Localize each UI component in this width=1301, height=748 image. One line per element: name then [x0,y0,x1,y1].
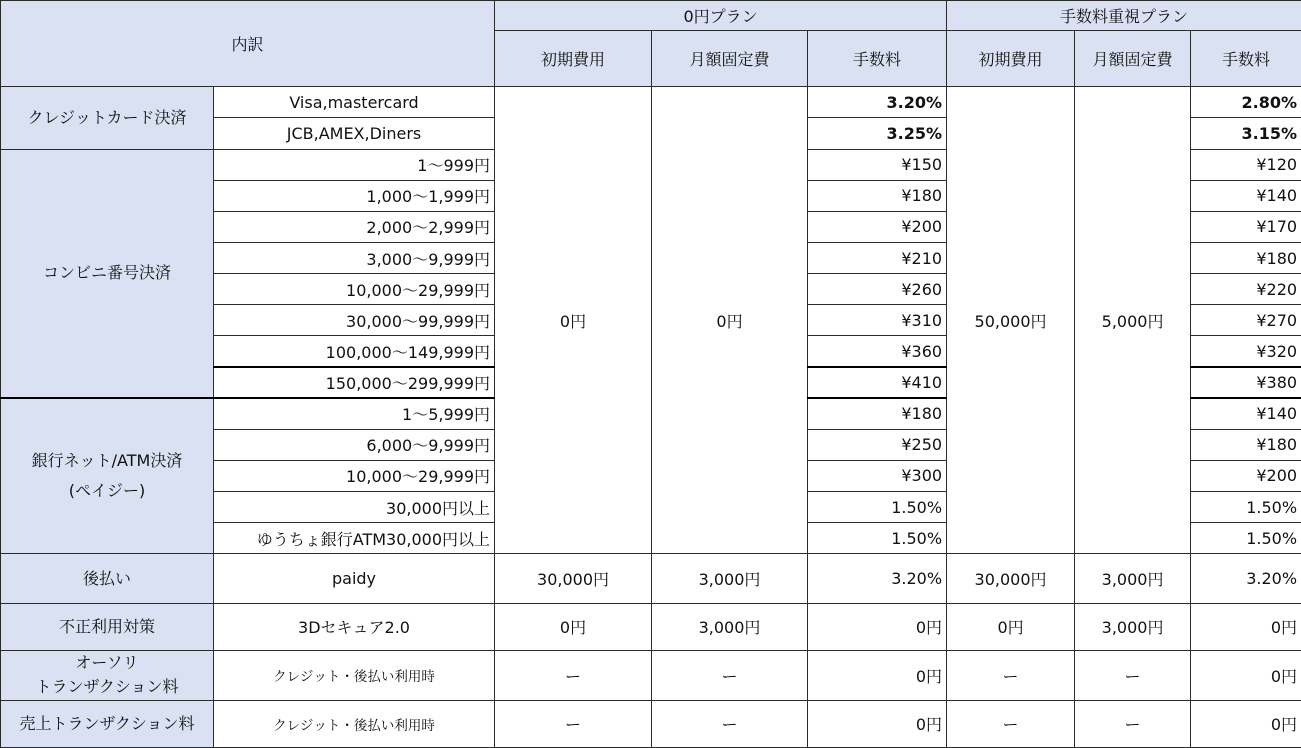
zero-fee: ¥310 [808,305,947,336]
plan-fee: 0円 [1191,700,1301,747]
table-row [1,554,1301,604]
breakdown-header: 内訳 [1,1,495,87]
plan-fee: ¥140 [1191,180,1301,211]
plan-fee: ¥120 [1191,149,1301,180]
table-row [1,604,1301,650]
zero-initial-shared: 0円 [495,87,652,554]
deferred-detail: paidy [214,554,495,604]
zero-fee: ¥410 [808,367,947,398]
amount-range: 1〜5,999円 [214,398,495,429]
zero-fee: ¥200 [808,211,947,242]
fee-monthly: ー [1075,700,1191,747]
fee-initial: 0円 [947,604,1075,650]
zero-fee: 3.20% [808,87,947,118]
auth-category [1,650,214,700]
fee-initial: 30,000円 [947,554,1075,604]
zero-fee: 0円 [808,604,947,650]
amount-range: 10,000〜29,999円 [214,274,495,305]
table-row [1,650,1301,700]
plan-fee: 3.15% [1191,118,1301,149]
konbini-category: コンビニ番号決済 [1,149,214,398]
bank-category-line1: 銀行ネット/ATM決済 [31,451,183,471]
zero-plan-header: 0円プラン [495,1,947,31]
credit-brand: Visa,mastercard [214,87,495,118]
zero-monthly-header: 月額固定費 [652,31,808,87]
fee-plan-header: 手数料重視プラン [947,1,1301,31]
amount-range: 10,000〜29,999円 [214,460,495,491]
credit-category: クレジットカード決済 [1,87,214,149]
zero-fee: ¥180 [808,180,947,211]
plan-fee: 1.50% [1191,491,1301,522]
zero-initial-header: 初期費用 [495,31,652,87]
plan-fee: 0円 [1191,604,1301,650]
zero-monthly: ー [652,650,808,700]
amount-range: 2,000〜2,999円 [214,211,495,242]
fee-monthly: ー [1075,650,1191,700]
amount-range: 150,000〜299,999円 [214,367,495,398]
header-row-plans [1,1,1301,31]
zero-initial: ー [495,650,652,700]
plan-fee: ¥180 [1191,242,1301,273]
plan-fee: 2.80% [1191,87,1301,118]
plan-fee: ¥320 [1191,336,1301,367]
plan-fee: ¥170 [1191,211,1301,242]
fee-fee-header: 手数料 [1191,31,1301,87]
auth-category-line2: トランザクション料 [35,677,179,697]
zero-monthly: 3,000円 [652,604,808,650]
plan-fee: 0円 [1191,650,1301,700]
plan-fee: 3.20% [1191,554,1301,604]
plan-fee: 1.50% [1191,523,1301,554]
auth-detail: クレジット・後払い利用時 [214,650,495,700]
plan-fee: ¥200 [1191,460,1301,491]
plan-fee: ¥220 [1191,274,1301,305]
table-row [1,87,1301,118]
zero-fee: 1.50% [808,523,947,554]
amount-range: 1〜999円 [214,149,495,180]
zero-fee: 3.20% [808,554,947,604]
zero-fee: 3.25% [808,118,947,149]
fee-monthly-header: 月額固定費 [1075,31,1191,87]
plan-fee: ¥180 [1191,429,1301,460]
zero-fee: ¥180 [808,398,947,429]
fraud-detail: 3Dセキュア2.0 [214,604,495,650]
fee-monthly-shared: 5,000円 [1075,87,1191,554]
zero-fee: 0円 [808,650,947,700]
zero-initial: 0円 [495,604,652,650]
table-row [1,700,1301,747]
amount-range: 6,000〜9,999円 [214,429,495,460]
auth-category-line1: オーソリ [75,653,139,673]
fee-initial-shared: 50,000円 [947,87,1075,554]
amount-range: ゆうちょ銀行ATM30,000円以上 [214,523,495,554]
zero-initial: 30,000円 [495,554,652,604]
bank-category [1,398,214,554]
amount-range: 100,000〜149,999円 [214,336,495,367]
zero-initial: ー [495,700,652,747]
plan-fee: ¥270 [1191,305,1301,336]
deferred-category: 後払い [1,554,214,604]
amount-range: 3,000〜9,999円 [214,242,495,273]
bank-category-line2: (ペイジー) [68,481,146,501]
zero-fee: ¥260 [808,274,947,305]
zero-monthly: 3,000円 [652,554,808,604]
zero-fee: ¥210 [808,242,947,273]
zero-monthly: ー [652,700,808,747]
plan-fee: ¥380 [1191,367,1301,398]
credit-brand: JCB,AMEX,Diners [214,118,495,149]
amount-range: 30,000〜99,999円 [214,305,495,336]
zero-fee: ¥360 [808,336,947,367]
zero-fee: ¥250 [808,429,947,460]
plan-fee: ¥140 [1191,398,1301,429]
sales-detail: クレジット・後払い利用時 [214,700,495,747]
fee-initial: ー [947,650,1075,700]
zero-fee-header: 手数料 [808,31,947,87]
fraud-category: 不正利用対策 [1,604,214,650]
zero-monthly-shared: 0円 [652,87,808,554]
zero-fee: ¥300 [808,460,947,491]
amount-range: 30,000円以上 [214,491,495,522]
zero-fee: 0円 [808,700,947,747]
amount-range: 1,000〜1,999円 [214,180,495,211]
zero-fee: ¥150 [808,149,947,180]
fee-initial-header: 初期費用 [947,31,1075,87]
fee-initial: ー [947,700,1075,747]
sales-category: 売上トランザクション料 [1,700,214,747]
fee-monthly: 3,000円 [1075,554,1191,604]
fee-monthly: 3,000円 [1075,604,1191,650]
zero-fee: 1.50% [808,491,947,522]
